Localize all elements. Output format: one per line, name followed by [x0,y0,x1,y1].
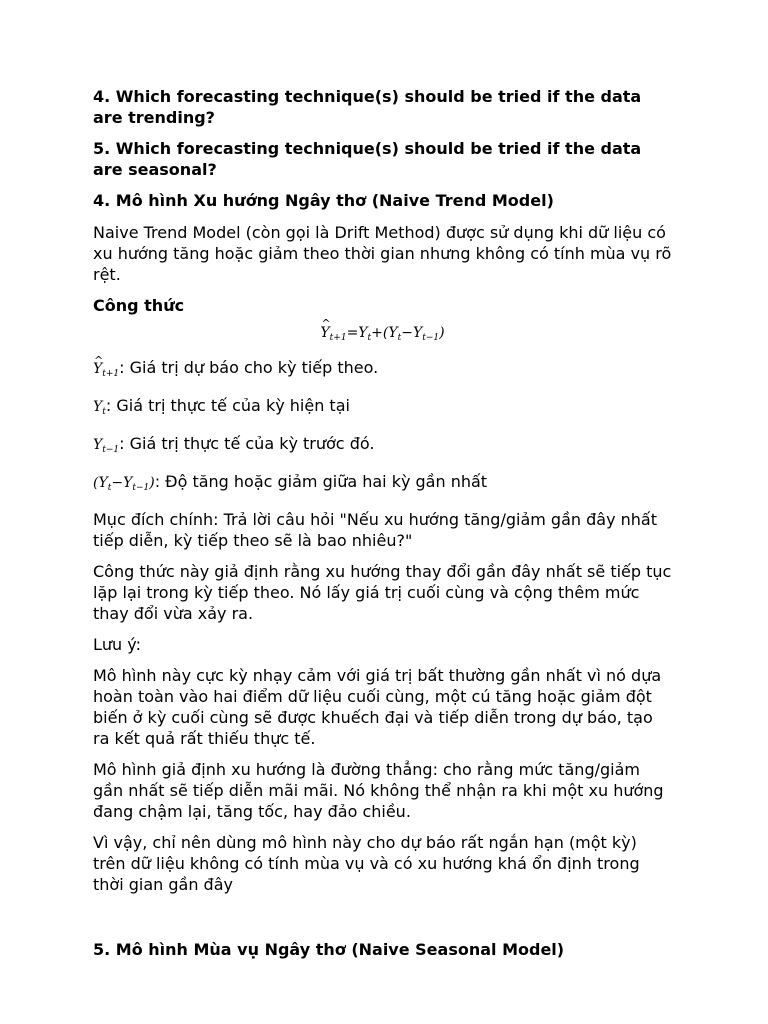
section-4-heading: 4. Mô hình Xu hướng Ngây thơ (Naive Trend Model) [93,191,554,210]
question-4: 4. Which forecasting technique(s) should be tried if the data are trending? [93,87,642,127]
question-5: 5. Which forecasting technique(s) should be tried if the data are seasonal? [93,139,642,179]
note-2: Mô hình giả định xu hướng là đường thẳng: cho rằng mức tăng/giảm gần nhất sẽ tiếp diễn mãi mãi. Nó không thể nhận ra khi một xu hướng đang chậm lại, tăng tốc, hay đảo chiều. [93,760,664,821]
explain-text: Công thức này giả định rằng xu hướng thay đổi gần đây nhất sẽ tiếp tục lặp lại trong kỳ tiếp theo. Nó lấy giá trị cuối cùng và cộng thêm mức thay đổi vừa xảy ra. [93,562,672,623]
purpose-text: Mục đích chính: Trả lời câu hỏi "Nếu xu hướng tăng/giảm gần đây nhất tiếp diễn, kỳ tiếp theo sẽ là bao nhiêu?" [93,510,657,550]
note-title: Lưu ý: [93,635,141,654]
note-1: Mô hình này cực kỳ nhạy cảm với giá trị bất thường gần nhất vì nó dựa hoàn toàn vào hai điểm dữ liệu cuối cùng, một cú tăng hoặc giảm đột biến ở kỳ cuối cùng sẽ được khuếch đại và tiếp diễn trong dự báo, tạo ra kết quả rất thiếu thực tế. [93,666,662,748]
def-change: $(Y_t-Y_{t-1})$: Độ tăng hoặc giảm giữa hai kỳ gần nhất [93,472,488,493]
naive-trend-formula: ^ $Y_{t+1}=Y_t+(Y_t-Y_{t-1})$ [93,322,672,349]
def-current: $Y_t$: Giá trị thực tế của kỳ hiện tại [93,396,350,417]
def-previous: $Y_{t-1}$: Giá trị thực tế của kỳ trước đó. [93,434,375,455]
conclusion-text: Vì vậy, chỉ nên dùng mô hình này cho dự báo rất ngắn hạn (một kỳ) trên dữ liệu không có tính mùa vụ và có xu hướng khá ổn định trong thời gian gần đây [93,833,640,894]
formula-title: Công thức [93,296,185,315]
section-4-intro: Naive Trend Model (còn gọi là Drift Method) được sử dụng khi dữ liệu có xu hướng tăng hoặc giảm theo thời gian nhưng không có tính mùa vụ rõ rệt. [93,223,672,284]
def-forecast: ^ $Y_{t+1}$: Giá trị dự báo cho kỳ tiếp theo. [93,357,672,385]
section-5-heading: 5. Mô hình Mùa vụ Ngây thơ (Naive Seasonal Model) [93,940,565,959]
